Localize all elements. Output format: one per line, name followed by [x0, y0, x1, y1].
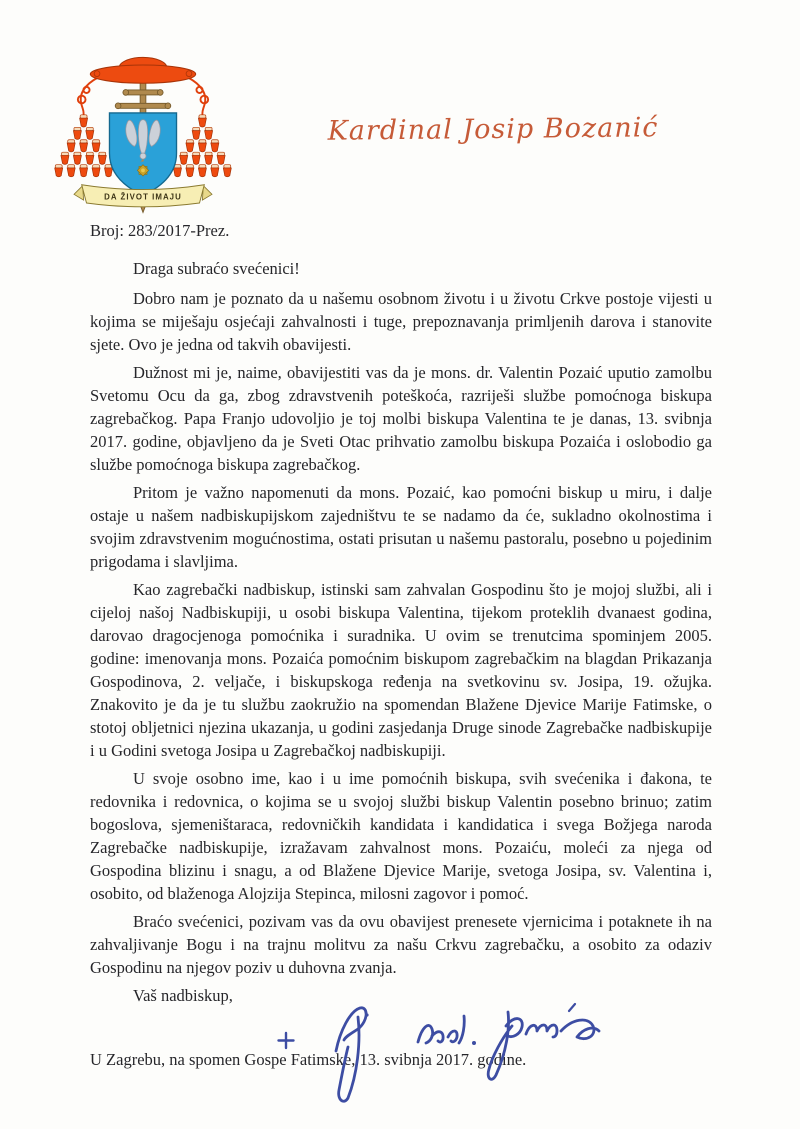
salutation: Draga subraćo svećenici! — [133, 259, 300, 278]
dateline: U Zagrebu, na spomen Gospe Fatimske, 13. svibnja 2017. godine. — [90, 1050, 527, 1069]
star-icon — [137, 165, 148, 176]
galero-icon — [90, 57, 195, 83]
letterhead-author-name: Kardinal Josip Bozanić — [327, 112, 659, 147]
paragraph: U svoje osobno ime, kao i u ime pomoćnih biskupa, svih svećenika i đakona, te redovnika i redovnica, o kojima se u svojoj službi biskup Valentin posebno brinuo; zatim bogoslova, sjemeništaraca, redovničkih kandidata i kandidatica i svega Božjega naroda Zagrebačke nadbiskupije, izražavam zahvalnost mons. Pozaiću, moleći za njega od Gospodina blizinu i snagu, a od Blažene Djevice Marije, svetoga Josipa, sv. Valentina i, osobito, od blaženoga Alojzija Stepinca, milosni zagovor i pomoć. — [90, 769, 712, 903]
paragraph: Kao zagrebački nadbiskup, istinski sam zahvalan Gospodinu što je mojoj službi, ali i cijeloj našoj Nadbiskupiji, u osobi biskupa Valentina, tijekom proteklih dvanaest godina, darovao dragocjenoga pomoćnika i suradnika. U ovim se trenutcima spominjem 2005. godine: imenovanja mons. Pozaića pomoćnim biskupom zagrebačkim na blagdan Prikazanja Gospodinova, 2. veljače, i biskupskoga ređenja na svetkovinu sv. Josipa, 19. ožujka. Znakovito je da je tu službu zaokružio na spomendan Blažene Djevice Marije Fatimske, o stotoj obljetnici njezina ukazanja, u godini zasjedanja Druge sinode Zagrebačke nadbiskupije i u Godini svetoga Josipa u Zagrebačkoj nadbiskupiji. — [90, 580, 712, 760]
paragraph: Pritom je važno napomenuti da mons. Pozaić, kao pomoćni biskup u miru, i dalje ostaje u našem nadbiskupijskom zajedništvu te se nadamo da će, sukladno okolnostima i svojim zdravstvenim mogućnostima, ostati prisutan u našemu pastoralu, posebno u pojedinim prigodama i slavljima. — [90, 483, 712, 571]
paragraph: Dužnost mi je, naime, obavijestiti vas da je mons. dr. Valentin Pozaić uputio zamolbu Svetomu Ocu da ga, zbog zdravstvenih poteškoća, razriješi službe pomoćnoga biskupa zagrebačkog. Papa Franjo udovoljio je toj molbi biskupa Valentina te je danas, 13. svibnja 2017. godine, objavljeno da je Sveti Otac prihvatio zamolbu biskupa Pozaića i oslobodio ga službe pomoćnoga biskupa zagrebačkog. — [90, 363, 712, 474]
paragraph: Braćo svećenici, pozivam vas da ovu obavijest prenesete vjernicima i potaknete ih na zahvaljivanje Bogu i na trajnu molitvu za našu Crkvu zagrebačku, a osobito za odaziv Gospodinu na njegov poziv u duhovna zvanja. — [90, 912, 712, 977]
crest-motto-text: DA ŽIVOT IMAJU — [104, 192, 182, 202]
coat-of-arms — [52, 50, 234, 218]
letter-body — [90, 219, 712, 1076]
tassels-right — [173, 115, 231, 177]
tassels-left — [55, 115, 113, 177]
closing-line: Vaš nadbiskup, — [133, 986, 233, 1005]
reference-number: Broj: 283/2017-Prez. — [90, 221, 230, 240]
paragraph: Dobro nam je poznato da u našemu osobnom životu i u životu Crkve postoje vijesti u kojima se miješaju osjećaji zahvalnosti i tuge, prepoznavanja primljenih darova i stanovite sjete. Ovo je jedna od takvih obavijesti. — [90, 289, 712, 354]
